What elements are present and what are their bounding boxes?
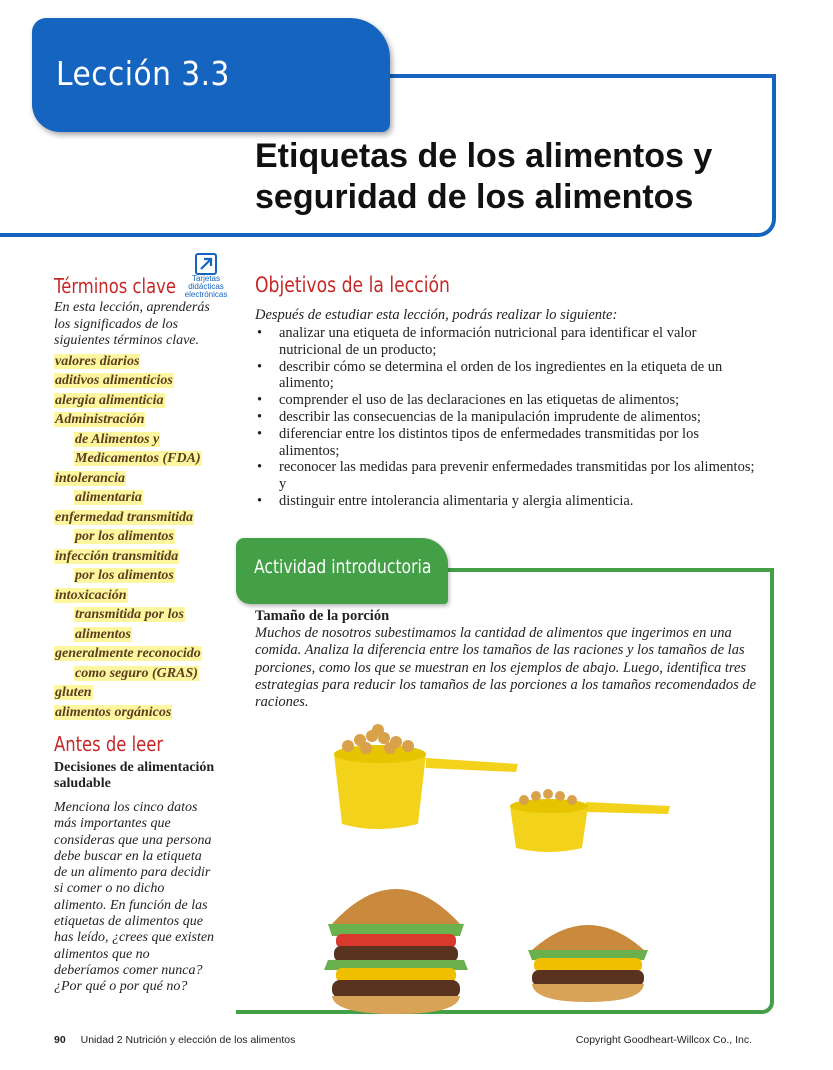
- objective-item: • analizar una etiqueta de información nutricional para identificar el valor nutricional de un producto;: [255, 325, 755, 359]
- key-term: intoxicación: [55, 587, 127, 603]
- objective-item: • comprender el uso de las declaraciones en las etiquetas de alimentos;: [255, 392, 755, 409]
- before-reading-text: Menciona los cinco datos más importantes que consideras que una persona debe buscar en la etiqueta de un alimento para decidir si comer o no dicho alimento. En función de las etiquetas de alimentos que has leído, ¿crees que existen alimentos que no deberíamos comer nunca? ¿Por qué o por qué no?: [54, 800, 215, 995]
- page-number: 90: [54, 1034, 66, 1046]
- key-term: alimentos orgánicos: [55, 704, 172, 720]
- key-term: alimentaria: [75, 490, 142, 505]
- key-term: Administración: [55, 412, 145, 427]
- objective-item: • diferenciar entre los distintos tipos de enfermedades transmitidas por los alimentos;: [255, 426, 755, 460]
- lesson-objectives: [255, 273, 755, 510]
- flashcards-label-3: electrónicas: [184, 290, 228, 299]
- key-term: alergia alimenticia: [55, 392, 164, 408]
- activity-body: [255, 608, 760, 711]
- large-cereal-cup: [334, 724, 518, 829]
- flashcards-link[interactable]: [182, 253, 230, 299]
- large-burger: [324, 889, 468, 1014]
- left-column: [54, 250, 226, 996]
- flashcard-arrow-icon[interactable]: [195, 253, 217, 275]
- page-title: [255, 136, 755, 218]
- key-terms-header: [54, 250, 226, 302]
- page-footer: [54, 1034, 752, 1046]
- key-term: infección transmitida: [55, 548, 179, 564]
- unit-label: Unidad 2 Nutrición y elección de los alimentos: [80, 1034, 296, 1046]
- key-term: valores diarios: [55, 353, 140, 369]
- activity-tab: [236, 538, 448, 604]
- key-term: por los alimentos: [75, 529, 174, 544]
- objective-item: • describir las consecuencias de la manipulación imprudente de alimentos;: [255, 409, 755, 426]
- key-term: transmitida por los: [75, 607, 184, 622]
- portion-size-illustration: [318, 724, 688, 1014]
- objective-item: • reconocer las medidas para prevenir enfermedades transmitidas por los alimentos; y: [255, 459, 755, 493]
- small-burger: [528, 925, 648, 1002]
- objective-item: • describir cómo se determina el orden de los ingredientes en la etiqueta de un alimento;: [255, 359, 755, 393]
- key-term: generalmente reconocido: [55, 646, 201, 661]
- flashcards-label-2: didácticas: [188, 282, 224, 291]
- copyright: Copyright Goodheart-Willcox Co., Inc.: [575, 1034, 752, 1046]
- objectives-intro: Después de estudiar esta lección, podrás realizar lo siguiente:: [255, 307, 618, 323]
- key-term: por los alimentos: [75, 568, 174, 583]
- key-term: gluten: [55, 685, 92, 700]
- small-cereal-cup: [510, 789, 670, 852]
- key-terms-intro: En esta lección, aprenderás los significados de los siguientes términos clave.: [54, 300, 210, 348]
- key-term: enfermedad transmitida: [55, 509, 194, 525]
- key-terms-heading: Términos clave: [54, 274, 176, 298]
- key-term: como seguro (GRAS): [75, 665, 198, 681]
- before-reading-subheading: Decisiones de alimentación saludable: [54, 760, 215, 791]
- activity-text: Muchos de nosotros subestimamos la cantidad de alimentos que ingerimos en una comida. Analiza la diferencia entre los tamaños de las raciones y los tamaños de las porciones, como los que se muestran en los ejemplos de abajo. Luego, identifica tres estrategias para reducir los tamaños de las porciones a los tamaños recomendados de raciones.: [255, 625, 757, 711]
- title-line-2: seguridad de los alimentos: [255, 178, 694, 216]
- key-term: Medicamentos (FDA): [75, 451, 201, 466]
- flashcards-label-1: Tarjetas: [191, 274, 220, 283]
- key-term: intolerancia: [55, 470, 126, 486]
- activity-heading: Actividad introductoria: [254, 556, 432, 578]
- objectives-list: [255, 325, 755, 510]
- key-term: alimentos: [75, 626, 132, 642]
- key-terms-list: [54, 352, 226, 723]
- lesson-tab: [32, 18, 390, 132]
- key-term: aditivos alimenticios: [55, 373, 173, 388]
- before-reading-heading: Antes de leer: [54, 732, 164, 756]
- objective-item: • distinguir entre intolerancia alimentaria y alergia alimenticia.: [255, 493, 755, 510]
- key-term: de Alimentos y: [75, 431, 160, 447]
- activity-subheading: Tamaño de la porción: [255, 608, 390, 624]
- lesson-label: Lección 3.3: [56, 54, 230, 93]
- title-line-1: Etiquetas de los alimentos y: [255, 137, 713, 175]
- objectives-heading: Objetivos de la lección: [255, 273, 450, 297]
